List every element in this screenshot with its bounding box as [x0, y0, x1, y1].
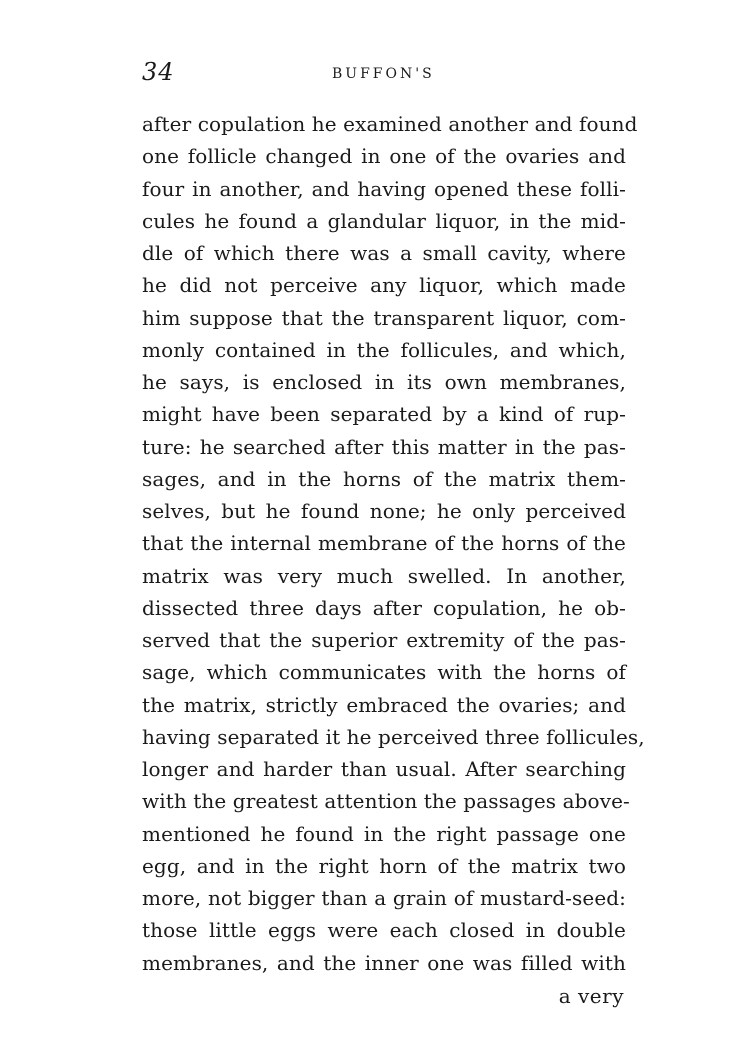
text-line: sages, and in the horns of the matrix them-	[142, 466, 626, 491]
body-text	[142, 108, 645, 979]
text-line: one follicle changed in one of the ovaries and	[142, 144, 626, 169]
catchword: a very	[558, 984, 624, 1008]
text-line: having separated it he perceived three follicules,	[142, 724, 645, 749]
text-line: those little eggs were each closed in double	[142, 918, 626, 943]
text-line: dle of which there was a small cavity, where	[142, 241, 626, 265]
text-line: egg, and in the right horn of the matrix two	[142, 853, 626, 878]
text-line: dissected three days after copulation, he ob-	[142, 595, 626, 620]
text-line: after copulation he examined another and found	[142, 112, 638, 136]
text-line: matrix was very much swelled. In another,	[142, 563, 626, 588]
text-line: membranes, and the inner one was filled with	[142, 950, 626, 975]
text-line: the matrix, strictly embraced the ovaries; and	[142, 692, 626, 717]
text-line: mentioned he found in the right passage one	[142, 821, 626, 846]
text-line: he did not perceive any liquor, which made	[142, 273, 626, 298]
text-line: more, not bigger than a grain of mustard-seed:	[142, 886, 626, 910]
page-number: 34	[142, 58, 175, 86]
text-line: with the greatest attention the passages above-	[142, 789, 630, 814]
text-line: sage, which communicates with the horns of	[142, 660, 626, 685]
text-line: served that the superior extremity of the pas-	[142, 628, 626, 652]
text-line: longer and harder than usual. After searching	[142, 757, 626, 781]
text-line: selves, but he found none; he only perceived	[142, 499, 626, 523]
running-head: BUFFON'S	[332, 66, 435, 82]
page-header	[142, 58, 632, 92]
text-line: that the internal membrane of the horns of the	[142, 531, 626, 556]
text-line: him suppose that the transparent liquor, com-	[142, 305, 626, 330]
text-line: monly contained in the follicules, and which,	[142, 337, 626, 362]
text-line: cules he found a glandular liquor, in the mid-	[142, 208, 626, 233]
text-line: four in another, and having opened these folli-	[142, 176, 626, 201]
text-line: might have been separated by a kind of rup-	[142, 402, 626, 427]
text-line: ture: he searched after this matter in the pas-	[142, 434, 626, 459]
text-line: he says, is enclosed in its own membranes,	[142, 370, 626, 394]
